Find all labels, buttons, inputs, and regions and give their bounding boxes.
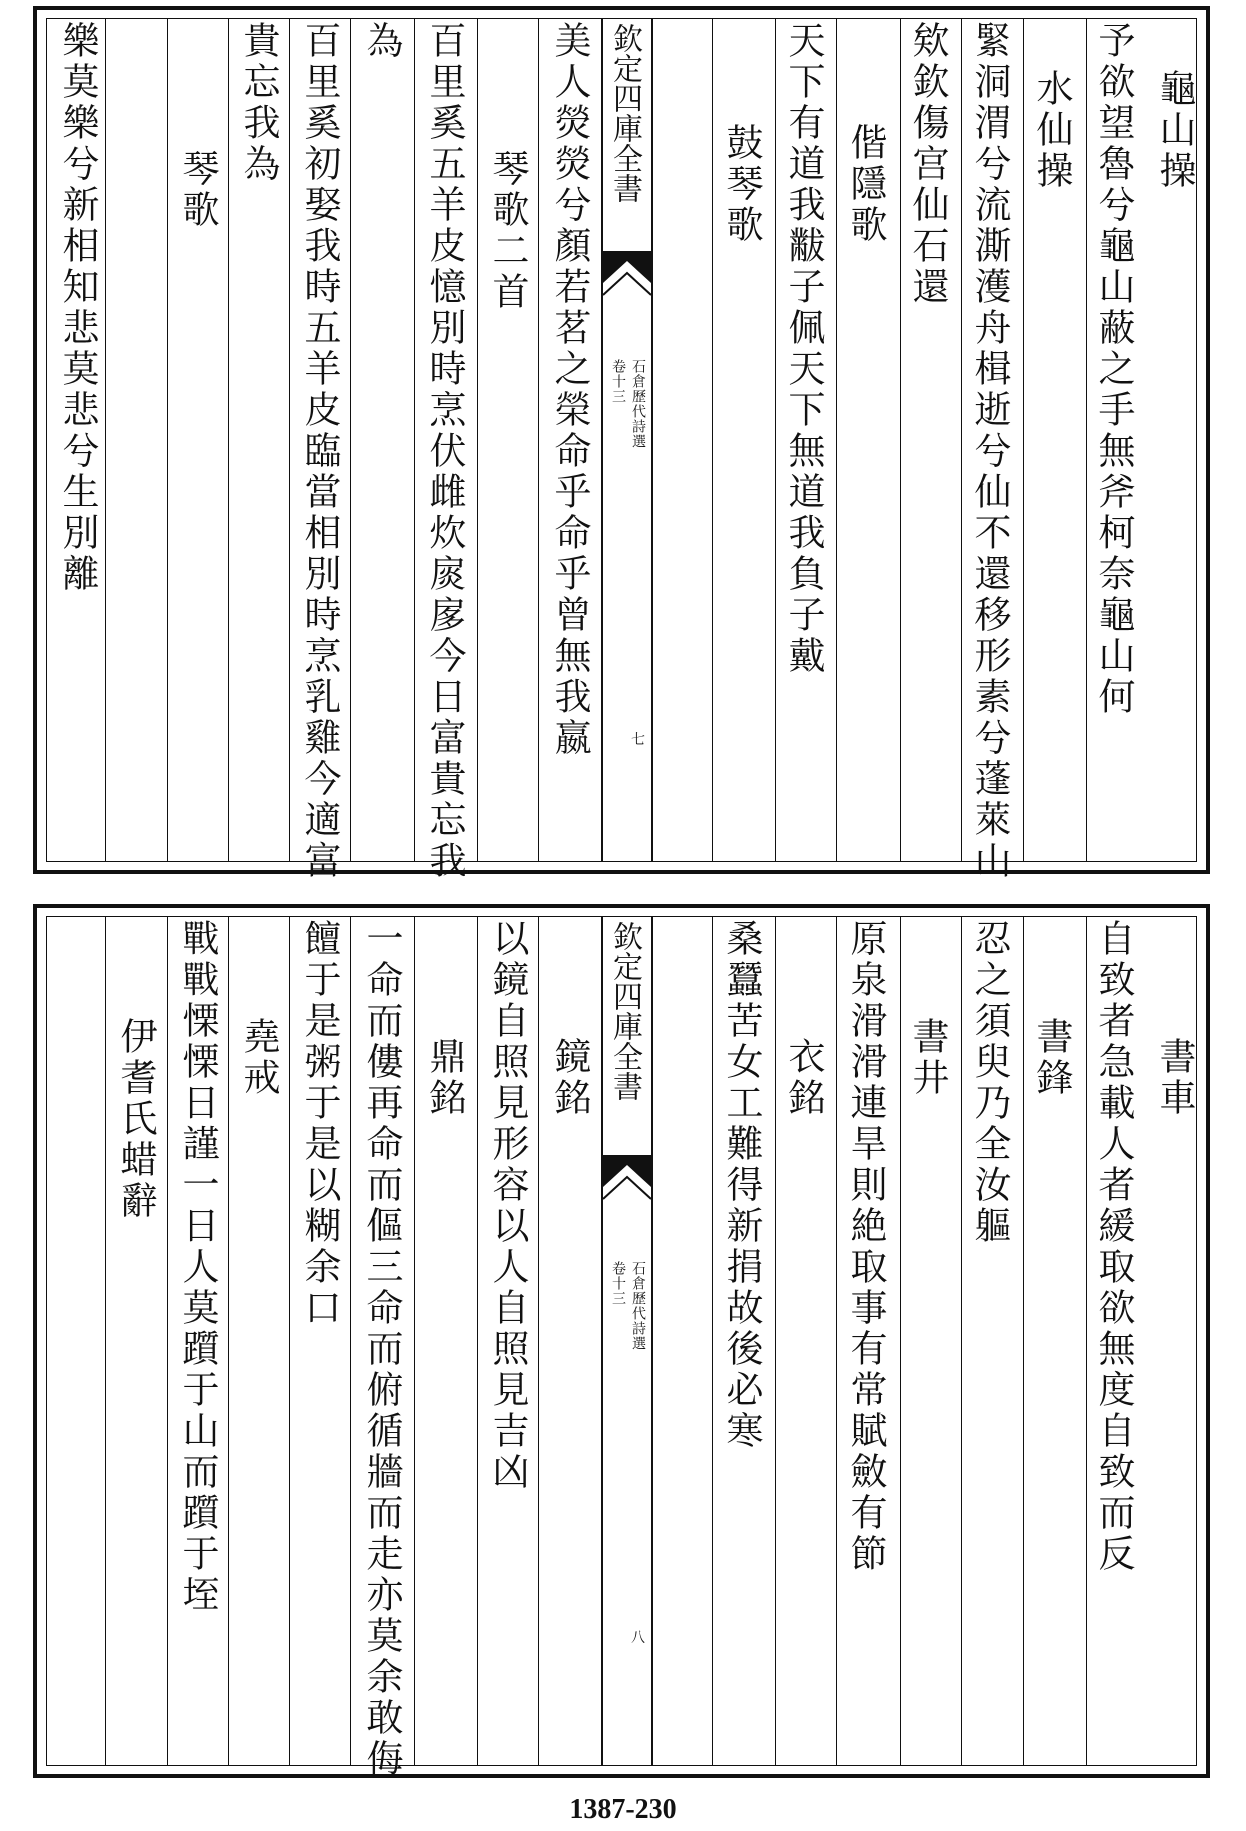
poem-title: 水仙操 bbox=[1030, 69, 1073, 192]
poem-line: 予欲望魯兮龜山蔽之手無斧柯奈龜山何 bbox=[1092, 21, 1135, 718]
inscription-title: 鏡銘 bbox=[548, 1037, 591, 1119]
inscription-title: 書車 bbox=[1153, 1037, 1196, 1119]
column-rule bbox=[105, 917, 106, 1765]
column-rule bbox=[167, 917, 168, 1765]
inscription-title: 伊耆氏蜡辭 bbox=[114, 1017, 157, 1222]
inscription-line: 以鏡自照見形容以人自照見吉凶 bbox=[486, 919, 529, 1493]
inscription-line: 自致者急載人者緩取欲無度自致而反 bbox=[1092, 919, 1135, 1575]
inscription-title: 衣銘 bbox=[782, 1037, 825, 1119]
column-rule bbox=[477, 917, 478, 1765]
inscription-line: 饘于是粥于是以糊余口 bbox=[298, 919, 341, 1329]
column-rule bbox=[538, 19, 539, 861]
book-name: 石倉歷代詩選 bbox=[630, 359, 646, 449]
inscription-line: 忍之須臾乃全汝軀 bbox=[968, 919, 1011, 1247]
leaf-number: 八 bbox=[631, 1630, 645, 1646]
center-fold-strip bbox=[601, 19, 653, 861]
poem-line: 貴忘我為 bbox=[237, 21, 280, 185]
poem-title: 鼓琴歌 bbox=[720, 123, 763, 246]
column-rule bbox=[836, 917, 837, 1765]
inscription-line: 一命而僂再命而傴三命而俯循牆而走亦莫余敢侮 bbox=[360, 919, 403, 1780]
poem-line: 樂莫樂兮新相知悲莫悲兮生別離 bbox=[56, 21, 99, 595]
column-rule bbox=[289, 19, 290, 861]
column-rule bbox=[414, 19, 415, 861]
column-rule bbox=[167, 19, 168, 861]
column-rule bbox=[961, 19, 962, 861]
column-rule bbox=[712, 917, 713, 1765]
leaf-number: 七 bbox=[631, 732, 645, 748]
column-rule bbox=[289, 917, 290, 1765]
column-rule bbox=[228, 917, 229, 1765]
poem-line: 百里奚五羊皮憶別時烹伏雌炊扊扅今日富貴忘我 bbox=[423, 21, 466, 882]
center-fold-strip bbox=[601, 917, 653, 1765]
inscription-title: 書鋒 bbox=[1030, 1017, 1073, 1099]
page-panel-top bbox=[33, 6, 1210, 882]
column-rule bbox=[1086, 19, 1087, 861]
poem-line: 緊洞渭兮流澌濩舟楫逝兮仙不還移形素兮蓬萊山 bbox=[968, 21, 1011, 882]
juan-number: 卷十三 bbox=[610, 359, 626, 404]
column-rule bbox=[900, 19, 901, 861]
poem-title: 龜山操 bbox=[1153, 69, 1196, 192]
juan-number: 卷十三 bbox=[610, 1261, 626, 1306]
column-rule bbox=[775, 917, 776, 1765]
column-rule bbox=[1023, 19, 1024, 861]
column-rule bbox=[477, 19, 478, 861]
poem-title: 琴歌 bbox=[176, 149, 219, 231]
inscription-title: 書井 bbox=[906, 1017, 949, 1099]
poem-line: 百里奚初娶我時五羊皮臨當相別時烹乳雞今適富 bbox=[298, 21, 341, 882]
text-frame bbox=[46, 18, 1197, 882]
poem-line: 天下有道我黻子佩天下無道我負子戴 bbox=[782, 21, 825, 677]
column-rule bbox=[228, 19, 229, 861]
inscription-line: 戰戰慄慄日謹一日人莫躓于山而躓于垤 bbox=[176, 919, 219, 1616]
column-rule bbox=[836, 19, 837, 861]
page-panel-bottom bbox=[33, 904, 1210, 1778]
poem-line: 為 bbox=[360, 21, 403, 62]
inscription-title: 鼎銘 bbox=[423, 1037, 466, 1119]
inscription-line: 桑蠶苦女工難得新捐故後必寒 bbox=[720, 919, 763, 1452]
poem-line: 欸欽傷宫仙石還 bbox=[906, 21, 949, 308]
column-rule bbox=[712, 19, 713, 861]
column-rule bbox=[414, 917, 415, 1765]
inscription-title: 堯戒 bbox=[237, 1017, 280, 1099]
column-rule bbox=[900, 917, 901, 1765]
header-title: 欽定四庫全書 bbox=[607, 921, 642, 1101]
header-title: 欽定四庫全書 bbox=[607, 23, 642, 203]
column-rule bbox=[775, 19, 776, 861]
fishtail-mark-icon bbox=[603, 1155, 651, 1225]
book-name: 石倉歷代詩選 bbox=[630, 1261, 646, 1351]
page-number: 1387-230 bbox=[569, 1794, 677, 1825]
poem-title: 偕隱歌 bbox=[844, 123, 887, 246]
poem-title: 琴歌二首 bbox=[486, 149, 529, 313]
column-rule bbox=[1023, 917, 1024, 1765]
column-rule bbox=[961, 917, 962, 1765]
column-rule bbox=[538, 917, 539, 1765]
column-rule bbox=[350, 19, 351, 861]
column-rule bbox=[350, 917, 351, 1765]
poem-line: 美人熒熒兮顏若茗之榮命乎命乎曾無我嬴 bbox=[548, 21, 591, 759]
text-frame bbox=[46, 916, 1197, 1780]
column-rule bbox=[105, 19, 106, 861]
column-rule bbox=[1086, 917, 1087, 1765]
fishtail-mark-icon bbox=[603, 251, 651, 321]
inscription-line: 原泉滑滑連旱則絶取事有常賦斂有節 bbox=[844, 919, 887, 1575]
